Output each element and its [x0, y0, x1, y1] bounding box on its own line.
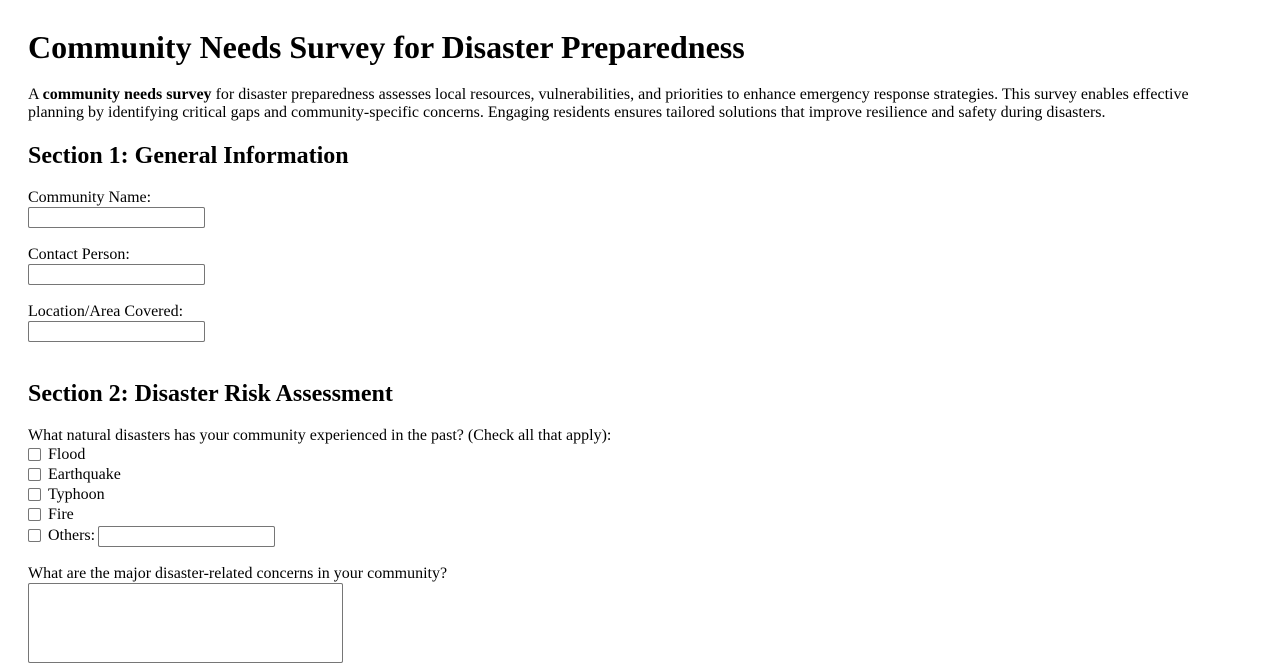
location-label: Location/Area Covered:: [28, 303, 184, 320]
earthquake-checkbox[interactable]: [28, 468, 41, 481]
flood-checkbox[interactable]: [28, 448, 41, 461]
fire-label: Fire: [48, 506, 74, 523]
others-label: Others:: [48, 527, 96, 544]
typhoon-label: Typhoon: [48, 486, 105, 503]
disaster-option-others[interactable]: [24, 525, 275, 547]
contact-person-input[interactable]: [28, 264, 205, 285]
intro-prefix: A: [28, 86, 43, 103]
disaster-option-typhoon[interactable]: [24, 485, 105, 505]
community-name-label: Community Name:: [28, 189, 152, 206]
page-title: Community Needs Survey for Disaster Preparedness: [28, 29, 745, 65]
contact-person-label: Contact Person:: [28, 246, 130, 263]
typhoon-checkbox[interactable]: [28, 488, 41, 501]
earthquake-label: Earthquake: [48, 466, 121, 483]
location-input[interactable]: [28, 321, 205, 342]
intro-bold: community needs survey: [42, 86, 212, 103]
others-input[interactable]: [98, 526, 275, 547]
community-name-input[interactable]: [28, 207, 205, 228]
fire-checkbox[interactable]: [28, 508, 41, 521]
intro-paragraph: [28, 86, 1208, 122]
disaster-option-flood[interactable]: [24, 445, 85, 465]
section2-heading: Section 2: Disaster Risk Assessment: [28, 381, 393, 407]
flood-label: Flood: [48, 446, 86, 463]
disaster-option-earthquake[interactable]: [24, 465, 121, 485]
section1-heading: Section 1: General Information: [28, 143, 349, 169]
intro-suffix: for disaster preparedness assesses local resources, vulnerabilities, and priorities to enhance emergency response strategies. This survey enables effective planning by identifying critical gaps and community-specific concerns. Engaging residents ensures tailored solutions that improve resilience and safety during disasters.: [28, 86, 1189, 121]
disasters-question: What natural disasters has your community experienced in the past? (Check all that apply):: [28, 427, 612, 444]
concerns-textarea[interactable]: [28, 583, 343, 663]
disaster-option-fire[interactable]: [24, 505, 74, 525]
others-checkbox[interactable]: [28, 529, 41, 542]
concerns-question: What are the major disaster-related concerns in your community?: [28, 565, 448, 582]
